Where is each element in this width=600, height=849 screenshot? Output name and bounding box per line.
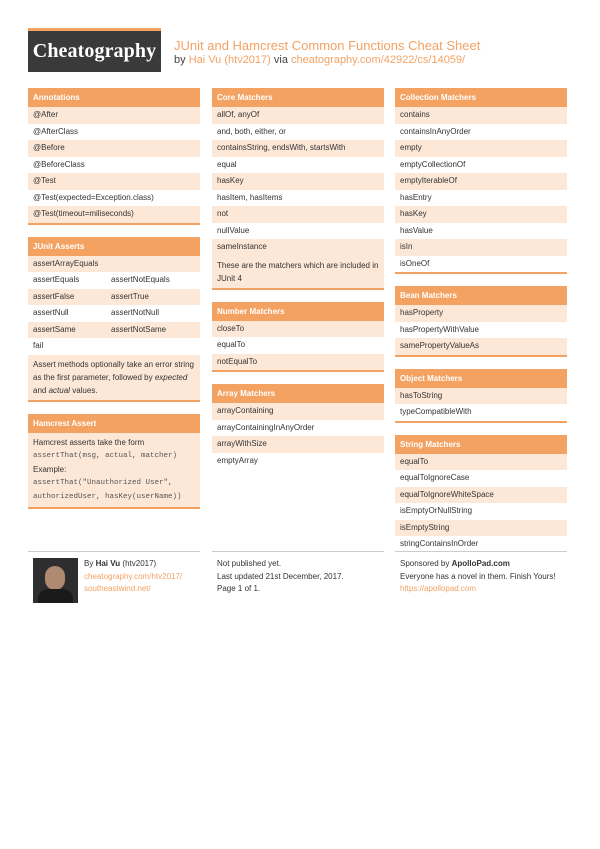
annotations-heading: Annotations xyxy=(28,88,200,107)
list-item: hasKey xyxy=(395,206,567,223)
list-item: assertArrayEquals xyxy=(28,256,200,273)
note-line: Example: xyxy=(33,464,67,474)
list-item: fail xyxy=(28,338,200,355)
cell: assertTrue xyxy=(111,291,149,301)
cell: assertNull xyxy=(33,308,69,317)
list-item xyxy=(28,322,200,339)
note-and: and xyxy=(33,385,47,395)
collection-matchers-heading: Collection Matchers xyxy=(395,88,567,107)
code-sample: authorizedUser, hasKey(userName)) xyxy=(33,492,182,501)
list-item: hasProperty xyxy=(395,305,567,322)
column-2 xyxy=(212,88,384,481)
hamcrest-assert-note xyxy=(28,433,200,509)
note-end: values. xyxy=(72,385,98,395)
page-number: Page 1 of 1. xyxy=(217,584,261,593)
list-item: closeTo xyxy=(212,321,384,338)
list-item: @BeforeClass xyxy=(28,157,200,174)
footer-author xyxy=(84,558,204,596)
core-matchers-heading: Core Matchers xyxy=(212,88,384,107)
footer-divider xyxy=(212,551,384,552)
list-item: and, both, either, or xyxy=(212,124,384,141)
sheet-url-link[interactable]: cheatography.com/42922/cs/14059/ xyxy=(291,54,466,66)
list-item: @AfterClass xyxy=(28,124,200,141)
author-site-link[interactable]: southeastwind.net/ xyxy=(84,584,151,593)
sheet-title: JUnit and Hamcrest Common Functions Cheat Sheet xyxy=(174,38,481,53)
array-matchers-heading: Array Matchers xyxy=(212,384,384,403)
logo-text: Cheatography xyxy=(32,40,157,62)
note-actual: actual xyxy=(48,385,70,395)
list-item: @After xyxy=(28,107,200,124)
list-item: arrayWithSize xyxy=(212,436,384,453)
list-item: arrayContaining xyxy=(212,403,384,420)
list-item: typeCompatibleWith xyxy=(395,404,567,421)
list-item: arrayContainingInAnyOrder xyxy=(212,420,384,437)
note-expected: expected xyxy=(154,372,188,382)
code-sample: assertThat("Unauthorized User", xyxy=(33,478,173,487)
cheatography-logo[interactable] xyxy=(28,28,161,72)
avatar xyxy=(33,558,78,603)
author-handle: (htv2017) xyxy=(122,559,157,568)
list-item: equalTo xyxy=(212,337,384,354)
list-item: hasPropertyWithValue xyxy=(395,322,567,339)
by-label: By xyxy=(84,559,94,568)
junit-asserts-note xyxy=(28,355,200,402)
byline xyxy=(174,54,465,66)
list-item: isEmptyOrNullString xyxy=(395,503,567,520)
author-link[interactable]: Hai Vu (htv2017) xyxy=(188,54,271,66)
avatar-face xyxy=(45,566,65,590)
list-item: @Test(timeout=miliseconds) xyxy=(28,206,200,223)
sponsor-link[interactable]: https://apollopad.com xyxy=(400,584,477,593)
list-item xyxy=(28,272,200,289)
list-item: contains xyxy=(395,107,567,124)
box-divider xyxy=(395,421,567,423)
list-item: hasKey xyxy=(212,173,384,190)
cell: assertFalse xyxy=(33,291,75,301)
author-name: Hai Vu xyxy=(95,559,121,568)
footer-divider xyxy=(28,551,200,552)
column-1 xyxy=(28,88,200,521)
list-item: equal xyxy=(212,157,384,174)
array-matchers-box xyxy=(212,384,384,469)
cell: assertEquals xyxy=(33,275,80,284)
list-item: not xyxy=(212,206,384,223)
list-item: samePropertyValueAs xyxy=(395,338,567,355)
cell: assertNotSame xyxy=(111,324,167,334)
list-item: @Before xyxy=(28,140,200,157)
avatar-body xyxy=(38,589,73,603)
code-sample: assertThat(msg, actual, matcher) xyxy=(33,451,178,460)
list-item: emptyArray xyxy=(212,453,384,470)
junit-asserts-box xyxy=(28,237,200,402)
list-item: hasToString xyxy=(395,388,567,405)
sponsored-label: Sponsored by xyxy=(400,559,450,568)
note-text: Assert methods optionally take an error string as the first parameter, followed by xyxy=(33,359,194,382)
bean-matchers-box xyxy=(395,286,567,357)
bean-matchers-heading: Bean Matchers xyxy=(395,286,567,305)
list-item: sameInstance xyxy=(212,239,384,256)
number-matchers-heading: Number Matchers xyxy=(212,302,384,321)
box-divider xyxy=(28,223,200,225)
list-item xyxy=(28,289,200,306)
list-item: hasValue xyxy=(395,223,567,240)
list-item: nullValue xyxy=(212,223,384,240)
footer-publish-info xyxy=(217,558,387,596)
list-item: equalTo xyxy=(395,454,567,471)
cell: assertNotEquals xyxy=(111,275,170,284)
sponsor-tagline: Everyone has a novel in them. Finish Yours! xyxy=(400,571,556,581)
sponsor-line xyxy=(400,558,580,571)
list-item: isIn xyxy=(395,239,567,256)
list-item: emptyIterableOf xyxy=(395,173,567,190)
list-item: stringContainsInOrder xyxy=(395,536,567,553)
sponsor-name: ApolloPad.com xyxy=(451,559,510,568)
hamcrest-assert-box xyxy=(28,414,200,509)
cell: assertSame xyxy=(33,324,76,334)
list-item: @Test xyxy=(28,173,200,190)
list-item: isEmptyString xyxy=(395,520,567,537)
object-matchers-heading: Object Matchers xyxy=(395,369,567,388)
list-item: isOneOf xyxy=(395,256,567,273)
number-matchers-box xyxy=(212,302,384,373)
list-item xyxy=(28,305,200,322)
author-line xyxy=(84,558,204,571)
cell: assertNotNull xyxy=(111,308,160,317)
junit-asserts-heading: JUnit Asserts xyxy=(28,237,200,256)
list-item: containsInAnyOrder xyxy=(395,124,567,141)
box-divider xyxy=(395,272,567,274)
last-updated: Last updated 21st December, 2017. xyxy=(217,571,344,581)
collection-matchers-box xyxy=(395,88,567,274)
by-label: by xyxy=(174,54,186,66)
string-matchers-box xyxy=(395,435,567,553)
hamcrest-assert-heading: Hamcrest Assert xyxy=(28,414,200,433)
footer-divider xyxy=(395,551,567,552)
column-3 xyxy=(395,88,567,565)
core-matchers-note: These are the matchers which are included in JUnit 4 xyxy=(212,256,384,290)
core-matchers-box xyxy=(212,88,384,290)
annotations-box xyxy=(28,88,200,225)
box-divider xyxy=(395,355,567,357)
list-item: hasEntry xyxy=(395,190,567,207)
published-status: Not published yet. xyxy=(217,559,282,568)
via-label: via xyxy=(273,54,288,66)
list-item: emptyCollectionOf xyxy=(395,157,567,174)
list-item: @Test(expected=Exception.class) xyxy=(28,190,200,207)
note-line: Hamcrest asserts take the form xyxy=(33,437,145,447)
list-item: hasItem, hasItems xyxy=(212,190,384,207)
object-matchers-box xyxy=(395,369,567,423)
string-matchers-heading: String Matchers xyxy=(395,435,567,454)
list-item: equalToIgnoreCase xyxy=(395,470,567,487)
author-profile-link[interactable]: cheatography.com/htv2017/ xyxy=(84,571,183,581)
list-item: notEqualTo xyxy=(212,354,384,371)
list-item: equalToIgnoreWhiteSpace xyxy=(395,487,567,504)
list-item: containsString, endsWith, startsWith xyxy=(212,140,384,157)
footer-sponsor xyxy=(400,558,580,596)
box-divider xyxy=(212,370,384,372)
list-item: empty xyxy=(395,140,567,157)
list-item: allOf, anyOf xyxy=(212,107,384,124)
